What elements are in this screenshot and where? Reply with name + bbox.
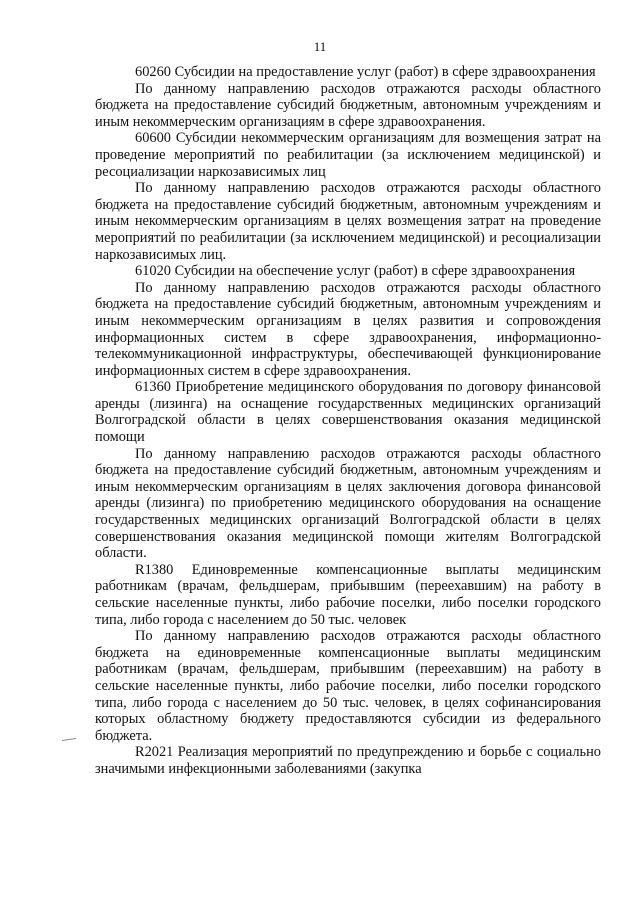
body-paragraph-61360: По данному направлению расходов отражаются расходы областного бюджета на предоставление субсидий бюджетным, автономным учреждениям и иным некоммерческим организациям в целях заключения договора финансовой аренды (лизинга) по приобретению медицинского оборудования на оснащение государственных медицинских организаций Волгоградской области в целях совершенствования оказания медицинской помощи жителям Волгоградской области. — [95, 445, 601, 562]
section-heading-r1380: R1380 Единовременные компенсационные выплаты медицинским работникам (врачам, фельдшерам, прибывшим (переехавшим) на работу в сельские населенные пункты, либо рабочие поселки, либо поселки городского типа, либо города с населением до 50 тыс. человек — [95, 561, 601, 628]
body-paragraph-r1380: По данному направлению расходов отражаются расходы областного бюджета на единовременные компенсационные выплаты медицинским работникам (врачам, фельдшерам, прибывшим (переехавшим) на работу в сельские населенные пункты, либо рабочие поселки, либо поселки городского типа, либо города с населением до 50 тыс. человек, в целях софинансирования которых областному бюджету предоставляются субсидии из федерального бюджета. — [95, 628, 601, 744]
margin-pen-mark — [62, 738, 76, 741]
section-heading-61360: 61360 Приобретение медицинского оборудования по договору финансовой аренды (лизинга) на оснащение государственных медицинских организаций Волгоградской области в целях совершенствования оказания медицинской помощи — [95, 379, 601, 446]
section-heading-61020: 61020 Субсидии на обеспечение услуг (работ) в сфере здравоохранения — [135, 263, 576, 280]
page-number: 11 — [313, 39, 327, 54]
section-heading-r2021: R2021 Реализация мероприятий по предупреждению и борьбе с социально значимыми инфекционными заболеваниями (закупка — [95, 744, 601, 777]
body-paragraph-60260: По данному направлению расходов отражаются расходы областного бюджета на предоставление субсидий бюджетным, автономным учреждениям и иным некоммерческим организациям в сфере здравоохранения. — [95, 80, 601, 130]
section-heading-60600: 60600 Субсидии некоммерческим организациям для возмещения затрат на проведение мероприятий по реабилитации (за исключением медицинской) и ресоциализации наркозависимых лиц — [95, 130, 601, 180]
document-body — [95, 64, 601, 778]
section-heading-60260: 60260 Субсидии на предоставление услуг (работ) в сфере здравоохранения — [135, 64, 596, 80]
body-paragraph-60600: По данному направлению расходов отражаются расходы областного бюджета на предоставление субсидий бюджетным, автономным учреждениям и иным некоммерческим организациям в целях возмещения затрат на проведение мероприятий по реабилитации (за исключением медицинской) и ресоциализации наркозависимых лиц. — [95, 180, 601, 263]
body-paragraph-61020: По данному направлению расходов отражаются расходы областного бюджета на предоставление субсидий бюджетным, автономным учреждениям и иным некоммерческим организациям в целях развития и сопровождения информационных систем в сфере здравоохранения, информационно-телекоммуникационной инфраструктуры, обеспечивающей функционирование информационных систем в сфере здравоохранения. — [95, 279, 601, 379]
